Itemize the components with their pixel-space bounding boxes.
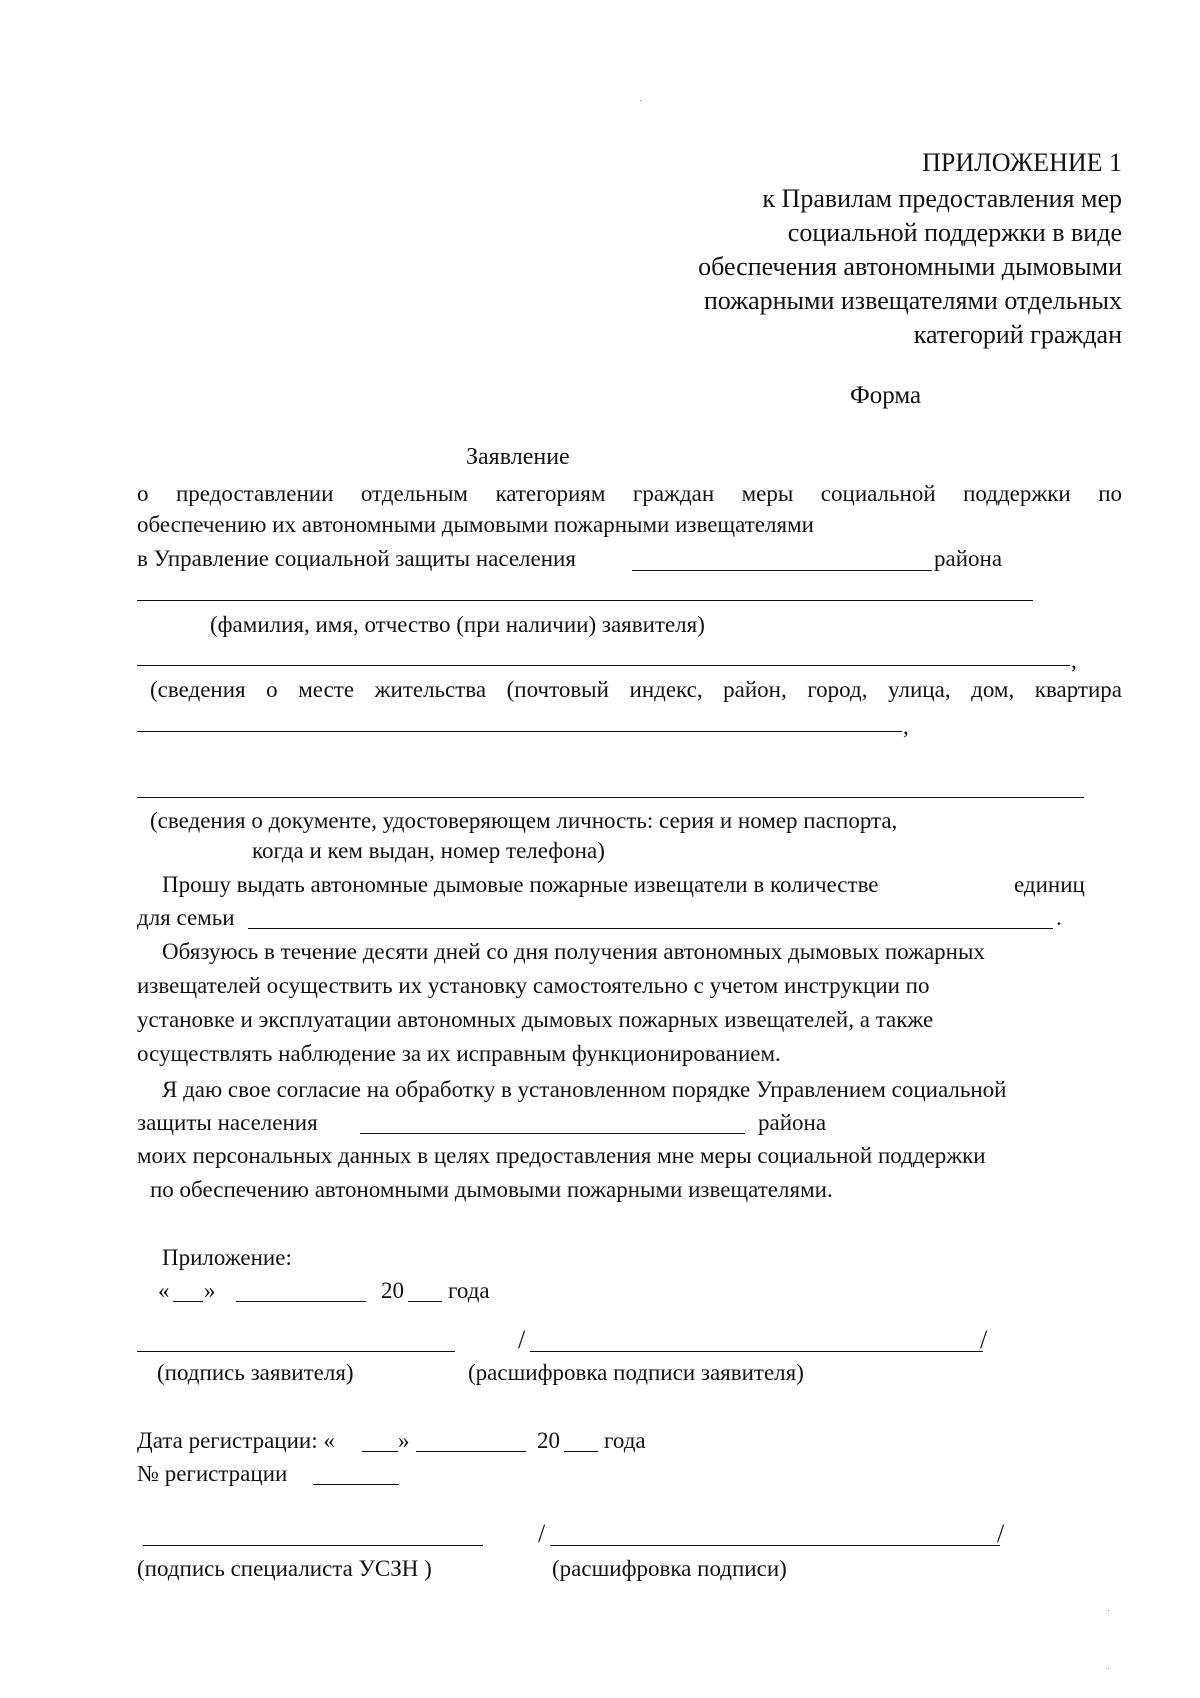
form-label: Форма — [850, 382, 922, 409]
registration-day-blank[interactable] — [362, 1451, 398, 1452]
caption-document-line-2: когда и кем выдан, номер телефона) — [252, 838, 605, 863]
appendix-line-4: пожарными извещателями отдельных — [703, 286, 1122, 315]
district-blank[interactable] — [632, 570, 932, 571]
consent-line-4: по обеспечению автономными дымовыми пожарными извещателями. — [150, 1177, 833, 1202]
address-comma-1: , — [1071, 648, 1077, 673]
consent-line-2-prefix: защиты населения — [137, 1110, 318, 1135]
scan-speck — [640, 100, 641, 101]
scan-speck — [1108, 1668, 1109, 1669]
date-close-quote: » — [204, 1278, 216, 1303]
appendix-line-5: категорий граждан — [913, 320, 1122, 349]
request-units: единиц — [1014, 872, 1085, 897]
address-blank-1[interactable] — [137, 665, 1070, 666]
registration-date-label: Дата регистрации: « — [137, 1428, 335, 1453]
date-year-word: года — [448, 1278, 490, 1303]
identity-document-blank[interactable] — [137, 797, 1084, 798]
addressee-suffix: района — [934, 546, 1003, 571]
scan-speck — [1108, 1610, 1109, 1611]
date-month-blank[interactable] — [236, 1301, 366, 1302]
consent-line-2-suffix: района — [758, 1110, 827, 1135]
request-period: . — [1056, 905, 1062, 930]
obligation-line-3: установке и эксплуатации автономных дымовых пожарных извещателей, а также — [137, 1007, 934, 1032]
address-comma-2: , — [903, 714, 909, 739]
applicant-decoding-blank[interactable] — [530, 1351, 983, 1352]
applicant-signature-blank[interactable] — [137, 1351, 455, 1352]
family-blank[interactable] — [248, 928, 1053, 929]
consent-line-1: Я даю свое согласие на обработку в установленном порядке Управлением социальной — [162, 1077, 1007, 1102]
date-century: 20 — [381, 1278, 404, 1303]
appendix-title: ПРИЛОЖЕНИЕ 1 — [922, 148, 1122, 177]
obligation-line-4: осуществлять наблюдение за их исправным функционированием. — [137, 1041, 781, 1066]
caption-document-line-1: (сведения о документе, удостоверяющем личность: серия и номер паспорта, — [150, 808, 898, 833]
caption-specialist-decoding: (расшифровка подписи) — [552, 1556, 787, 1581]
registration-number-label: № регистрации — [137, 1461, 288, 1486]
applicant-decoding-slash-left: / — [518, 1325, 526, 1354]
appendix-line-2: социальной поддержки в виде — [787, 218, 1122, 247]
registration-close-quote: » — [398, 1428, 410, 1453]
request-family-label: для семьи — [137, 905, 235, 930]
specialist-decoding-slash-right: / — [997, 1519, 1005, 1548]
registration-year-word: года — [604, 1428, 646, 1453]
attachment-label: Приложение: — [162, 1245, 292, 1270]
consent-district-blank[interactable] — [360, 1133, 745, 1134]
specialist-signature-blank[interactable] — [143, 1545, 483, 1546]
caption-address: (сведения о месте жительства (почтовый индекс, район, город, улица, дом, квартира — [150, 677, 1122, 702]
request-line-1: Прошу выдать автономные дымовые пожарные извещатели в количестве — [162, 872, 879, 897]
subject-line-2: обеспечению их автономными дымовыми пожарными извещателями — [137, 512, 814, 537]
date-day-blank[interactable] — [173, 1301, 203, 1302]
registration-number-blank[interactable] — [313, 1484, 399, 1485]
consent-line-3: моих персональных данных в целях предоставления мне меры социальной поддержки — [137, 1143, 986, 1168]
registration-century: 20 — [537, 1428, 560, 1453]
addressee-prefix: в Управление социальной защиты населения — [137, 546, 576, 571]
subject-line-1: о предоставлении отдельным категориям граждан меры социальной поддержки по — [137, 481, 1122, 506]
registration-year-blank[interactable] — [564, 1451, 598, 1452]
registration-month-blank[interactable] — [416, 1451, 526, 1452]
caption-applicant-signature: (подпись заявителя) — [157, 1360, 354, 1385]
caption-specialist-signature: (подпись специалиста УСЗН ) — [137, 1556, 432, 1581]
document-heading: Заявление — [466, 444, 570, 470]
caption-applicant-decoding: (расшифровка подписи заявителя) — [468, 1360, 804, 1385]
appendix-line-3: обеспечения автономными дымовыми — [698, 252, 1122, 281]
specialist-decoding-blank[interactable] — [550, 1545, 1000, 1546]
date-open-quote: « — [158, 1278, 170, 1303]
applicant-name-blank[interactable] — [137, 600, 1033, 601]
date-year-blank[interactable] — [408, 1301, 442, 1302]
obligation-line-2: извещателей осуществить их установку самостоятельно с учетом инструкции по — [137, 973, 930, 998]
obligation-line-1: Обязуюсь в течение десяти дней со дня получения автономных дымовых пожарных — [162, 939, 985, 964]
specialist-decoding-slash-left: / — [538, 1519, 546, 1548]
applicant-decoding-slash-right: / — [980, 1325, 988, 1354]
appendix-line-1: к Правилам предоставления мер — [762, 184, 1122, 213]
address-blank-2[interactable] — [137, 731, 902, 732]
caption-applicant-name: (фамилия, имя, отчество (при наличии) заявителя) — [210, 612, 705, 637]
